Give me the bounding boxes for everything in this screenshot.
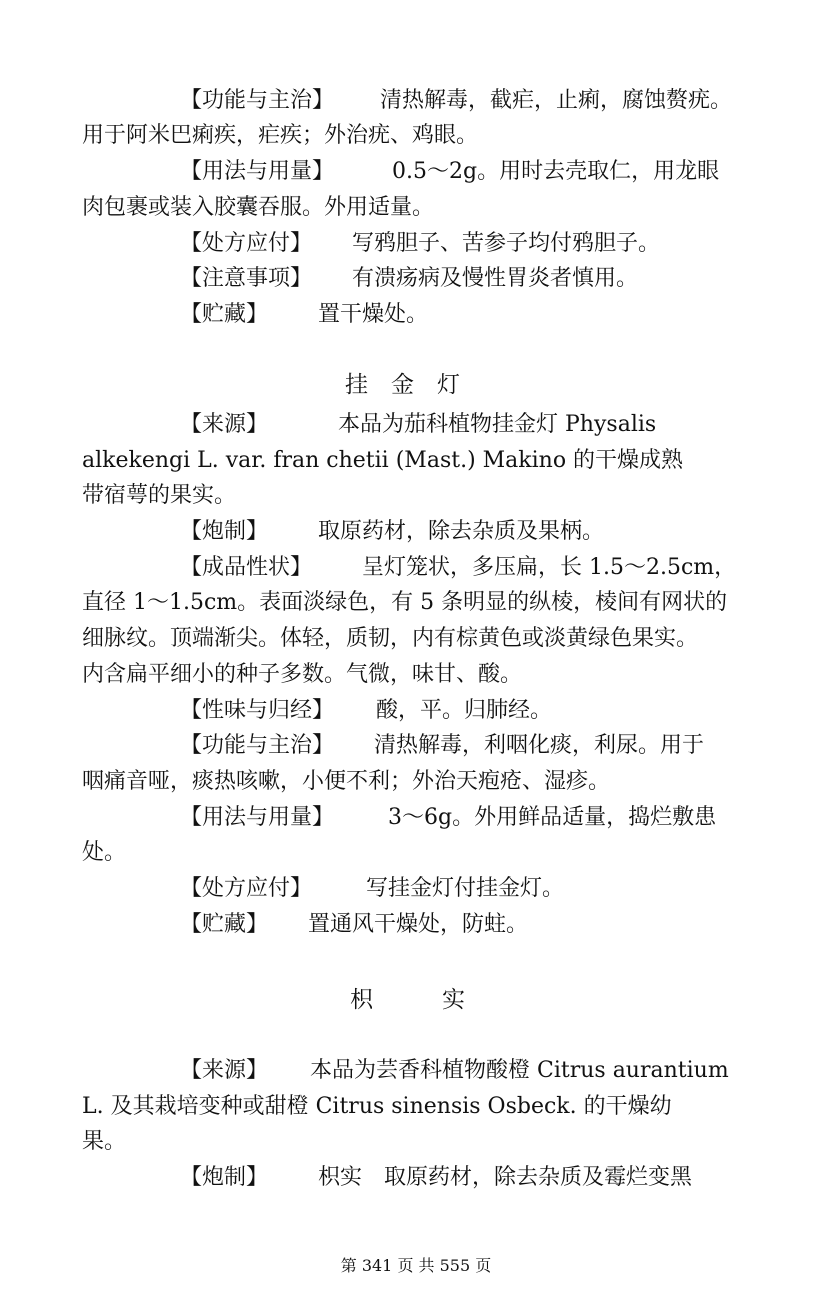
text-line: 肉包裹或装入胶囊吞服。外用适量。: [82, 195, 435, 220]
text-line: 果。: [82, 1129, 127, 1154]
page-footer: 第 341 页 共 555 页: [340, 1256, 492, 1275]
text-line: 【来源】 本品为茄科植物挂金灯 Physalis: [180, 412, 657, 437]
text-line: alkekengi L. var. fran chetii (Mast.) Makino 的干燥成熟: [82, 448, 684, 473]
text-line: 【处方应付】 写挂金灯付挂金灯。: [180, 876, 565, 901]
text-line: 【贮藏】 置干燥处。: [180, 302, 429, 327]
section-title: 枳 实: [350, 987, 465, 1013]
text-line: 内含扁平细小的种子多数。气微，味甘、酸。: [82, 662, 523, 687]
text-line: 【用法与用量】 3～6g。外用鲜品适量，捣烂敷患: [180, 805, 717, 830]
text-line: 【处方应付】 写鸦胆子、苦参子均付鸦胆子。: [180, 231, 661, 256]
text-line: 【贮藏】 置通风干燥处，防蛀。: [180, 912, 529, 937]
text-line: 【性味与归经】 酸，平。归肺经。: [180, 698, 553, 723]
section-title: 挂 金 灯: [345, 372, 460, 398]
text-line: L. 及其栽培变种或甜橙 Citrus sinensis Osbeck. 的干燥幼: [82, 1094, 672, 1119]
text-line: 【注意事项】 有溃疡病及慢性胃炎者慎用。: [180, 266, 639, 291]
text-line: 【炮制】 取原药材，除去杂质及果柄。: [180, 519, 605, 544]
text-line: 【用法与用量】 0.5～2g。用时去壳取仁，用龙眼: [180, 159, 720, 184]
text-line: 用于阿米巴痢疾，疟疾；外治疣、鸡眼。: [82, 123, 479, 148]
text-line: 【功能与主治】 清热解毒，截疟，止痢，腐蚀赘疣。: [180, 88, 733, 113]
text-line: 细脉纹。顶端渐尖。体轻，质韧，内有棕黄色或淡黄绿色果实。: [82, 626, 699, 651]
text-line: 【炮制】 枳实 取原药材，除去杂质及霉烂变黑: [180, 1165, 693, 1190]
text-line: 咽痛音哑，痰热咳嗽，小便不利；外治天疱疮、湿疹。: [82, 769, 611, 794]
text-line: 【功能与主治】 清热解毒，利咽化痰，利尿。用于: [180, 733, 705, 758]
text-line: 【来源】 本品为芸香科植物酸橙 Citrus aurantium: [180, 1058, 729, 1083]
text-line: 【成品性状】 呈灯笼状，多压扁，长 1.5～2.5cm，: [180, 555, 737, 580]
text-line: 带宿萼的果实。: [82, 483, 237, 508]
text-line: 处。: [82, 840, 127, 865]
text-line: 直径 1～1.5cm。表面淡绿色，有 5 条明显的纵棱，棱间有网状的: [82, 590, 728, 615]
